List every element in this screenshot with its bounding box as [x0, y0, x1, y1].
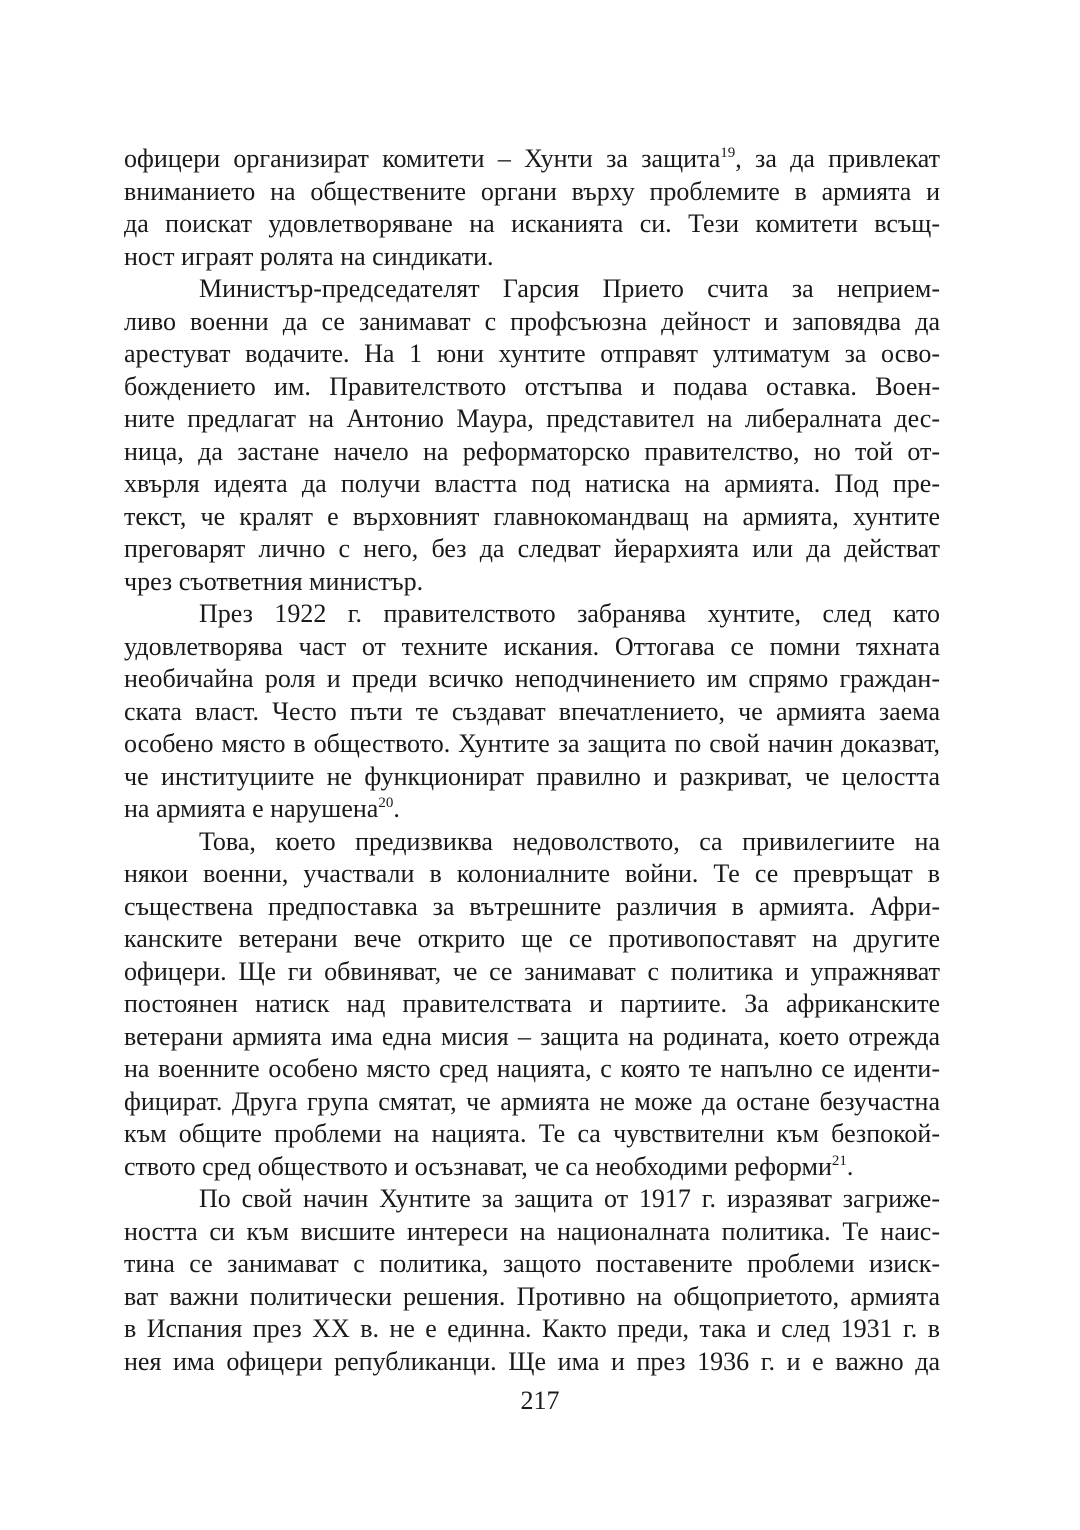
text-line — [124, 1346, 940, 1379]
line-text: ност играят ролята на синдикати. — [124, 241, 494, 271]
text-line — [124, 598, 940, 631]
paragraph — [124, 143, 940, 273]
paragraph — [124, 273, 940, 598]
line-text: нея има офицери републиканци. Ще има и през 1936 г. и е важно да — [124, 1346, 940, 1376]
line-text: канските ветерани вече открито ще се противопоставят на другите — [124, 924, 940, 953]
paragraph — [124, 598, 940, 826]
footnote-marker[interactable]: 20 — [378, 795, 394, 811]
line-text: ват важни политически решения. Противно на общоприетото, армията — [124, 1281, 940, 1311]
text-line — [124, 891, 940, 924]
text-line — [124, 208, 940, 241]
line-text: чрез съответния министър. — [124, 566, 424, 596]
text-line — [124, 241, 940, 274]
text-line — [124, 468, 940, 501]
line-text: някои военни, участвали в колониалните войни. Те се превръщат в — [124, 859, 940, 888]
text-line — [124, 1183, 940, 1216]
line-text: тина се занимават с политика, защото поставените проблеми изиск- — [124, 1249, 940, 1278]
line-text: на военните особено място сред нацията, с която те напълно се иденти- — [124, 1054, 940, 1083]
text-line — [124, 1118, 940, 1151]
text-line — [124, 858, 940, 891]
text-line — [124, 1021, 940, 1054]
text-line — [124, 436, 940, 469]
line-text: ността си към висшите интереси на националната политика. Те наис- — [124, 1216, 940, 1246]
text-line — [124, 143, 940, 176]
text-line — [124, 176, 940, 209]
text-line — [124, 988, 940, 1021]
text-line — [124, 761, 940, 794]
text-line — [124, 956, 940, 989]
text-line — [124, 533, 940, 566]
line-text: ветерани армията има една мисия – защита на родината, което отрежда — [124, 1021, 940, 1051]
paragraph — [124, 1183, 940, 1378]
line-text-continuation: . — [846, 1151, 854, 1181]
page-number: 217 — [520, 1386, 560, 1415]
line-text: Министър-председателят Гарсия Прието счита за неприем- — [199, 274, 940, 303]
line-text-continuation: , за да привлекат — [735, 144, 940, 173]
line-text: ливо военни да се занимават с профсъюзна дейност и заповядва да — [124, 306, 940, 336]
text-line — [124, 273, 940, 306]
line-text: съществена предпоставка за вътрешните различия в армията. Афри- — [124, 891, 940, 921]
line-text: Това, което предизвиква недоволството, са привилегиите на — [199, 826, 940, 856]
line-text: постоянен натиск над правителствата и партиите. За африканските — [124, 989, 940, 1018]
line-text: вниманието на обществените органи върху проблемите в армията и — [124, 176, 940, 206]
line-text: арестуват водачите. На 1 юни хунтите отправят ултиматум за осво- — [124, 339, 940, 368]
text-line — [124, 1248, 940, 1281]
line-text: По свой начин Хунтите за защита от 1917 г. изразяват загриже- — [199, 1184, 940, 1213]
line-text-continuation: . — [393, 794, 400, 823]
line-text: към общите проблеми на нацията. Те са чувствителни към безпокой- — [124, 1119, 940, 1148]
text-line — [124, 793, 940, 826]
line-text: особено място в обществото. Хунтите за защита по свой начин доказват, — [124, 729, 940, 758]
footnote-marker[interactable]: 21 — [831, 1152, 847, 1169]
text-line — [124, 306, 940, 339]
line-text: да поискат удовлетворяване на исканията си. Тези комитети всъщ- — [124, 209, 940, 238]
line-text: ството сред обществото и осъзнават, че са необходими реформи — [124, 1151, 832, 1181]
line-text: удовлетворява част от техните искания. Оттогава се помни тяхната — [124, 631, 940, 661]
line-text: хвърля идеята да получи властта под натиска на армията. Под пре- — [124, 469, 940, 498]
line-text: че институциите не функционират правилно и разкриват, че целостта — [124, 761, 940, 791]
text-line — [124, 728, 940, 761]
text-line — [124, 663, 940, 696]
line-text: в Испания през XX в. не е единна. Както преди, така и след 1931 г. в — [124, 1314, 940, 1343]
text-line — [124, 1151, 940, 1184]
text-line — [124, 403, 940, 436]
text-line — [124, 1313, 940, 1346]
text-line — [124, 338, 940, 371]
text-line — [124, 1086, 940, 1119]
line-text: ница, да застане начело на реформаторско правителство, но той от- — [124, 436, 940, 466]
line-text: ните предлагат на Антонио Маура, представител на либералната дес- — [124, 404, 940, 433]
text-line — [124, 923, 940, 956]
text-line — [124, 501, 940, 534]
line-text: ската власт. Често пъти те създават впечатлението, че армията заема — [124, 696, 940, 726]
footnote-marker[interactable]: 19 — [720, 145, 736, 161]
text-line — [124, 631, 940, 664]
text-line — [124, 566, 940, 599]
line-text: на армията е нарушена — [124, 794, 379, 823]
line-text: необичайна роля и преди всичко неподчинението им спрямо граждан- — [124, 664, 940, 693]
text-line — [124, 1053, 940, 1086]
text-line — [124, 696, 940, 729]
line-text: текст, че кралят е върховният главнокомандващ на армията, хунтите — [124, 501, 940, 531]
paragraph — [124, 826, 940, 1184]
line-text: офицери. Ще ги обвиняват, че се занимават с политика и упражняват — [124, 956, 940, 986]
line-text: офицери организират комитети – Хунти за защита — [124, 144, 721, 173]
text-line — [124, 826, 940, 859]
line-text: преговарят лично с него, без да следват йерархията или да действат — [124, 534, 940, 563]
body-text — [124, 143, 940, 1378]
text-line — [124, 1281, 940, 1314]
line-text: бождението им. Правителството отстъпва и подава оставка. Воен- — [124, 371, 940, 401]
line-text: фицират. Друга група смятат, че армията не може да остане безучастна — [124, 1086, 940, 1116]
text-line — [124, 1216, 940, 1249]
line-text: През 1922 г. правителството забранява хунтите, след като — [199, 599, 940, 628]
text-line — [124, 371, 940, 404]
